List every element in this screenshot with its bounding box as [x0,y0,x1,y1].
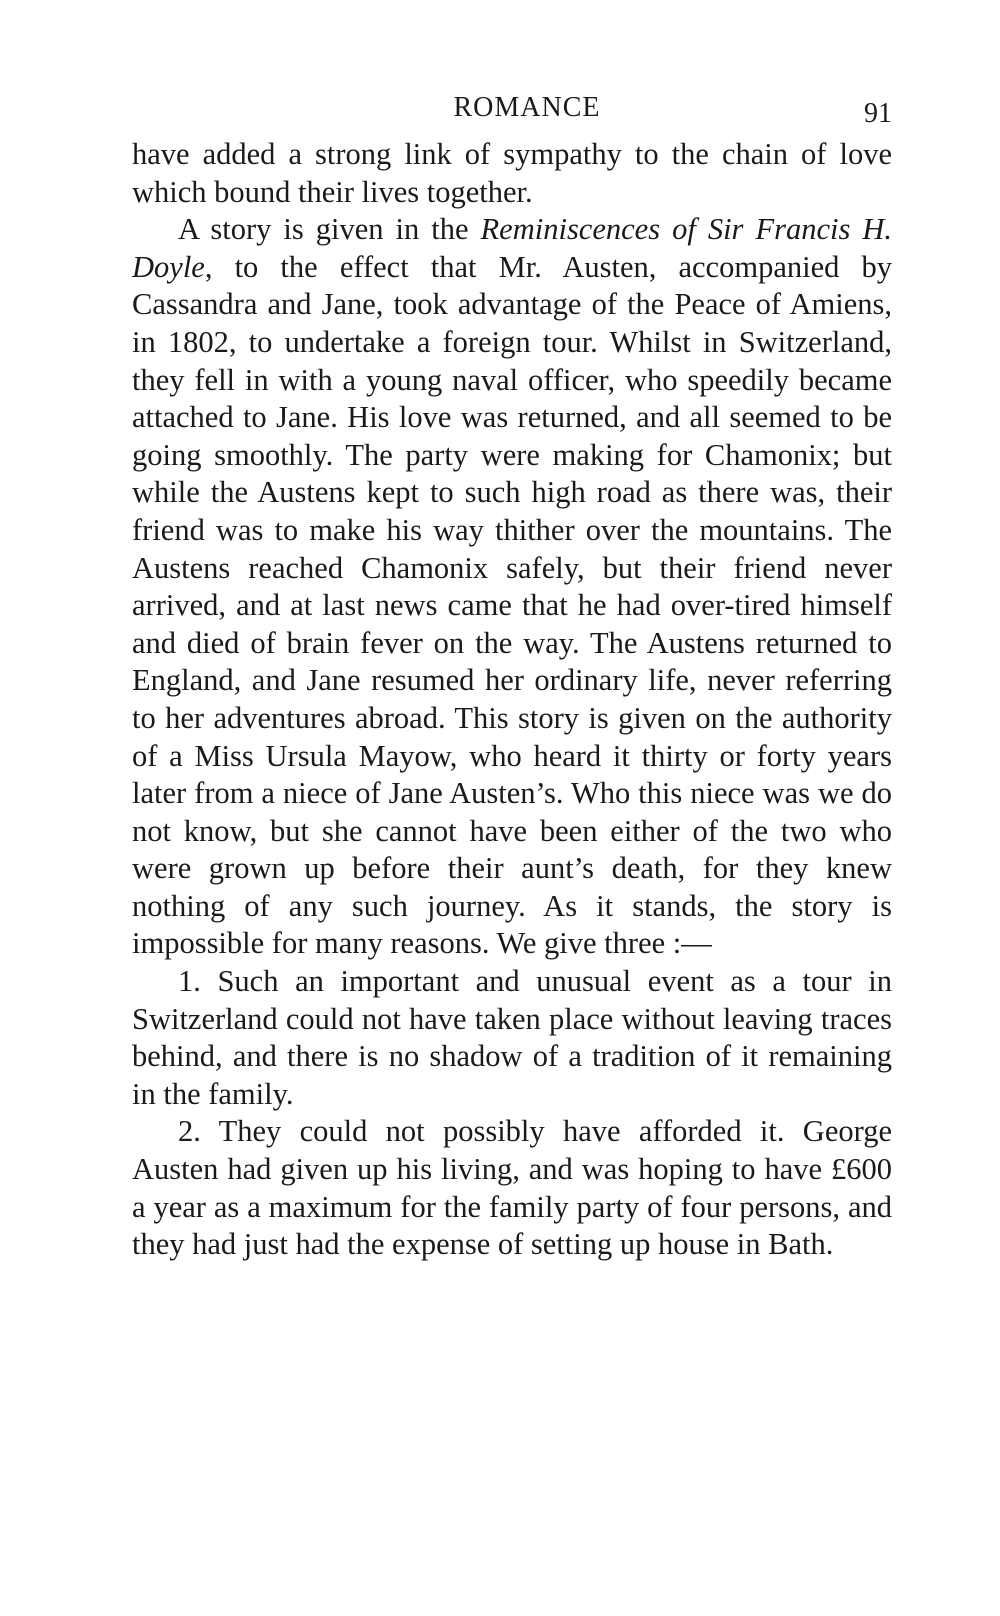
book-page [132,92,892,1264]
body-text [132,136,892,1264]
paragraph-text: 1. Such an important and unusual event as a tour in Switzerland could not have taken place without leaving traces behind, and there is no shadow of a tradition of it remaining in the family. [132,964,892,1111]
running-title: ROMANCE [453,92,601,123]
page-number: 91 [864,98,892,129]
paragraph-text: , to the effect that Mr. Austen, accompanied by Cassandra and Jane, took advantage of the Peace of Amiens, in 1802, to undertake a foreign tour. Whilst in Switzerland, they fell in with a young naval officer, who speedily became attached to Jane. His love was returned, and all seemed to be going smoothly. The party were making for Chamonix; but while the Austens kept to such high road as there was, their friend was to make his way thither over the mountains. The Austens reached Chamonix safely, but their friend never arrived, and at last news came that he had over-tired himself and died of brain fever on the way. The Austens returned to England, and Jane resumed her ordinary life, never referring to her adventures abroad. This story is given on the authority of a Miss Ursula Mayow, who heard it thirty or forty years later from a niece of Jane Austen’s. Who this niece was we do not know, but she cannot have been either of the two who were grown up before their aunt’s death, for they knew nothing of any such journey. As it stands, the story is impossible for many reasons. We give three :— [132,249,892,961]
paragraph-continuation [132,136,892,211]
paragraph-text: A story is given in the [178,212,481,247]
reason-two [132,1113,892,1263]
reason-one [132,963,892,1113]
paragraph-text: 2. They could not possibly have afforded it. George Austen had given up his living, and was hoping to have £600 a year as a maximum for the family party of four persons, and they had just had the expense of setting up house in Bath. [132,1114,892,1262]
paragraph-story [132,211,892,963]
paragraph-text: have added a strong link of sympathy to the chain of love which bound their lives together. [132,137,892,209]
running-head [132,92,892,136]
book-title-italic: Reminiscences of Sir Francis H. Doyle [132,212,892,284]
